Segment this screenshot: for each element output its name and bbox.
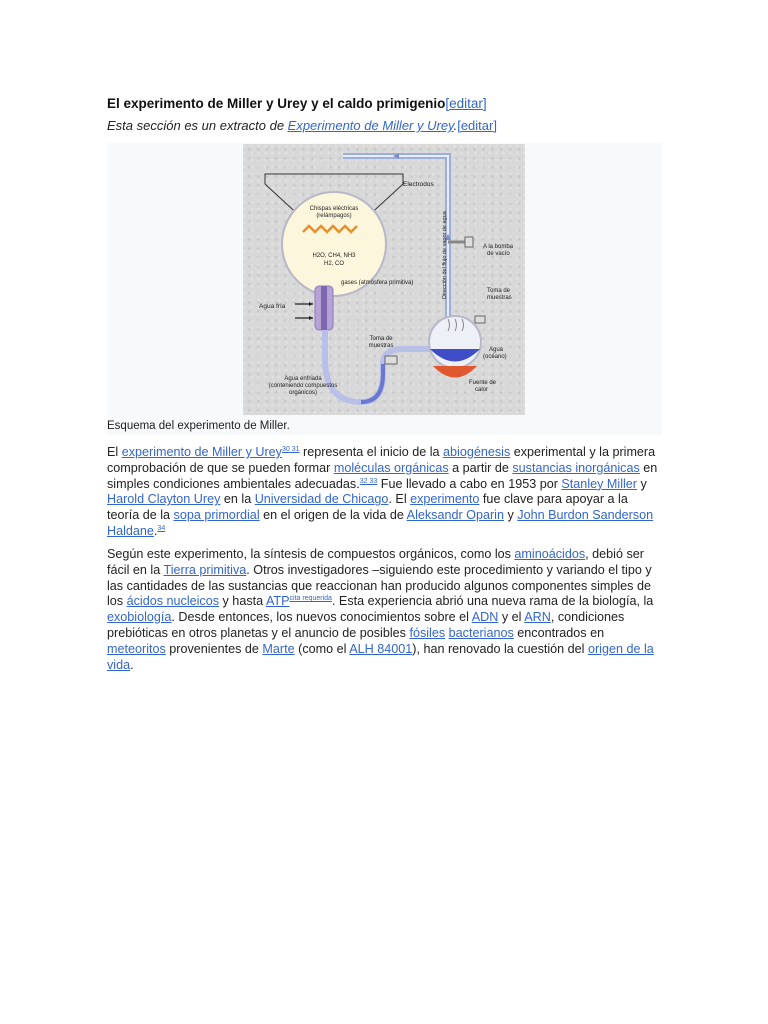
label-sample1a: Toma de (369, 336, 393, 342)
text: provenientes de (165, 641, 263, 656)
link-arn[interactable]: ARN (524, 610, 551, 625)
text: en simples condiciones ambientales adecuadas. (107, 460, 658, 491)
label-water1: Agua (489, 347, 504, 353)
text: en el origen de la vida de (259, 508, 407, 523)
label-gases-formula: H2O, CH4, NH3 (312, 253, 356, 259)
link-aleksandr-oparin[interactable]: Aleksandr Oparin (406, 508, 504, 523)
link-meteoritos[interactable]: meteoritos (107, 641, 166, 656)
label-heat2: calor (475, 387, 489, 393)
link-alh-84001[interactable]: ALH 84001 (349, 641, 413, 656)
text: y el (498, 610, 525, 625)
text: . Otros investigadores –siguiendo este procedimiento y variando el tipo y las cantidades de las sustancias que reaccionan han producido algunos componentes simples de los (107, 562, 652, 609)
text: a partir de (448, 460, 513, 475)
link-abiogenesis[interactable]: abiogénesis (443, 445, 511, 459)
label-sample2a: Toma de (487, 288, 511, 294)
text: y (503, 508, 518, 523)
excerpt-note (107, 118, 497, 133)
label-sparks2: (relámpagos) (316, 213, 352, 219)
heat-source-icon (433, 366, 477, 378)
text: Según este experimento, la síntesis de compuestos orgánicos, como los (107, 547, 515, 561)
link-marte[interactable]: Marte (262, 641, 295, 656)
text: encontrados en (513, 625, 605, 640)
label-sparks: Chispas eléctricas (309, 206, 359, 212)
ref-34[interactable]: 34 (157, 524, 166, 532)
text: experimental y la primera comprobación de que se pueden formar (107, 445, 656, 475)
miller-urey-diagram (243, 144, 525, 415)
link-atp[interactable]: ATP (265, 594, 290, 609)
note-prefix: Esta sección es un extracto de (107, 118, 288, 133)
link-adn[interactable]: ADN (471, 610, 499, 625)
link-tierra-primitiva[interactable]: Tierra primitiva (163, 562, 247, 577)
label-cooled2: (conteniendo compuestos (268, 383, 338, 389)
section-title: El experimento de Miller y Urey y el caldo primigenio (107, 96, 446, 111)
link-acidos-nucleicos[interactable]: ácidos nucleicos (126, 594, 220, 609)
link-harold-urey[interactable]: Harold Clayton Urey (107, 492, 221, 507)
link-moleculas-organicas[interactable]: moléculas orgánicas (333, 460, 449, 475)
text: en la (220, 492, 255, 507)
label-vacuum2: de vacío (487, 251, 510, 257)
note-edit-link[interactable]: [editar] (457, 118, 497, 133)
link-experimento[interactable]: experimento (410, 492, 480, 507)
figure-caption: Esquema del experimento de Miller. (107, 420, 290, 432)
ref-30-31[interactable]: 30 31 (281, 446, 300, 453)
text: . Desde entonces, los nuevos conocimientos sobre el (171, 610, 472, 625)
text: , debió ser fácil en la (107, 547, 644, 577)
link-universidad-chicago[interactable]: Universidad de Chicago (254, 492, 389, 507)
text: , condiciones prebióticas en otros planetas y el anuncio de posibles (107, 610, 625, 640)
main-article-link[interactable]: Experimento de Miller y Urey (287, 118, 454, 133)
figure-box (107, 143, 662, 435)
text: . (130, 657, 134, 672)
citation-needed-tag[interactable]: cita requerida (289, 595, 332, 603)
text: representa el inicio de la (299, 445, 444, 459)
link-stanley-miller[interactable]: Stanley Miller (561, 476, 637, 491)
link-origen-vida[interactable]: origen de la vida (107, 641, 654, 672)
text: fue clave para apoyar a la teoría de la (107, 492, 628, 523)
note-suffix: . (453, 118, 458, 133)
label-heat1: Fuente de (469, 380, 497, 386)
text: . (153, 523, 158, 538)
link-bacterianos[interactable]: bacterianos (448, 625, 514, 640)
link-sustancias-inorganicas[interactable]: sustancias inorgánicas (512, 460, 640, 475)
link-sopa-primordial[interactable]: sopa primordial (173, 508, 260, 523)
link-fosiles[interactable]: fósiles (409, 625, 446, 640)
link-aminoacidos[interactable]: aminoácidos (514, 547, 586, 561)
label-gases: gases (atmósfera primitiva) (341, 280, 414, 286)
label-cooled1: Agua enfriada (284, 376, 322, 382)
link-jbs-haldane[interactable]: John Burdon Sanderson Haldane (107, 508, 654, 538)
text: y (637, 476, 647, 491)
text: Fue llevado a cabo en 1953 por (377, 476, 562, 491)
label-vacuum1: A la bomba (483, 244, 514, 250)
label-cold-water: Agua fría (259, 303, 286, 310)
text: . El (388, 492, 411, 507)
text: (como el (294, 641, 350, 656)
label-gases-formula2: H2, CO (323, 261, 345, 267)
text: y hasta (219, 594, 266, 609)
label-sample2b: muestras (487, 295, 512, 301)
paragraph-1 (107, 445, 662, 540)
link-experimento-miller-urey[interactable]: experimento de Miller y Urey (121, 445, 282, 459)
text: ), han renovado la cuestión del (412, 641, 588, 656)
text: . Esta experiencia abrió una nueva rama de la biología, la (331, 594, 654, 609)
label-water2: (océano) (483, 354, 507, 360)
text: El (107, 445, 122, 459)
section-heading (107, 96, 487, 111)
edit-link[interactable]: [editar] (445, 96, 487, 111)
link-exobiologia[interactable]: exobiología (107, 610, 172, 625)
paragraph-2 (107, 547, 662, 673)
label-sample1b: muestras (368, 343, 394, 349)
diagram-svg (243, 144, 525, 415)
label-cooled3: orgánicos) (288, 390, 318, 396)
label-vapor-flow: Dirección del flujo de vapor de agua (442, 211, 448, 299)
label-electrodes: Electrodos (403, 181, 434, 188)
ref-32-33[interactable]: 32 33 (359, 477, 378, 485)
